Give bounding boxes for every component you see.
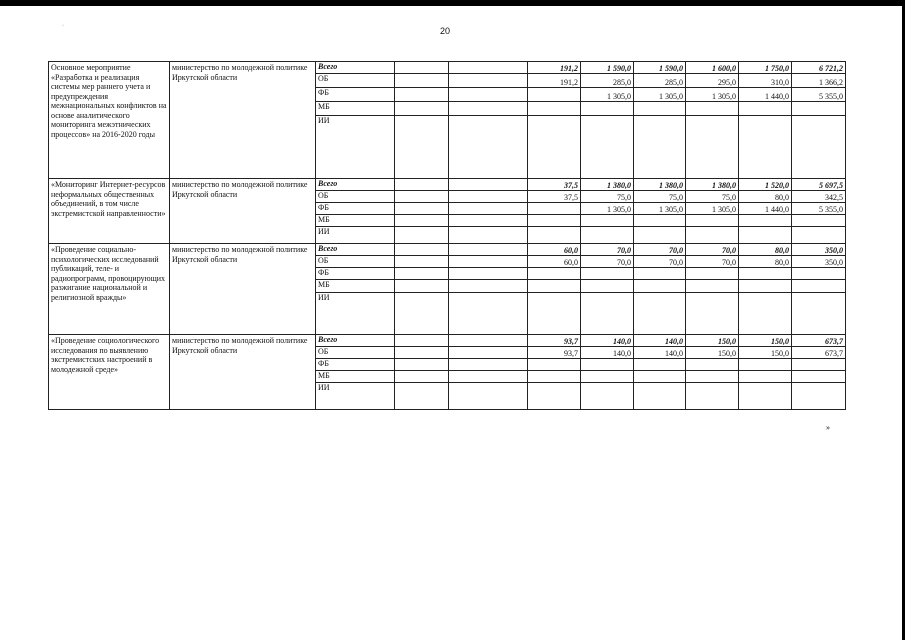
amount-cell: 60,0: [528, 244, 581, 256]
blank-cell: [449, 227, 528, 244]
amount-cell: 70,0: [581, 256, 634, 268]
amount-cell: 285,0: [581, 74, 634, 88]
amount-cell: [739, 280, 792, 293]
amount-cell: [634, 102, 686, 116]
blank-cell: [395, 102, 449, 116]
amount-cell: [634, 215, 686, 227]
funding-source: ФБ: [316, 203, 395, 215]
scan-mark: ·: [62, 23, 64, 29]
amount-cell: [686, 268, 739, 280]
amount-cell: [528, 359, 581, 371]
funding-source: ФБ: [316, 359, 395, 371]
amount-cell: [686, 116, 739, 179]
blank-cell: [449, 371, 528, 383]
amount-cell: [528, 383, 581, 410]
amount-cell: [739, 293, 792, 335]
amount-cell: 80,0: [739, 191, 792, 203]
funding-source: ОБ: [316, 191, 395, 203]
amount-cell: 75,0: [634, 191, 686, 203]
amount-cell: [581, 359, 634, 371]
blank-cell: [449, 179, 528, 191]
funding-source: Всего: [316, 179, 395, 191]
scan-edge-top: [0, 0, 905, 6]
amount-cell: [528, 215, 581, 227]
amount-cell: 150,0: [739, 335, 792, 347]
amount-cell: 673,7: [792, 335, 846, 347]
amount-cell: [686, 227, 739, 244]
activity-description: «Проведение социально-психологических исследований публикаций, теле- и радиопрограмм, провоцирующих разжигание национальной и религиозной вражды»: [49, 244, 170, 335]
amount-cell: [581, 268, 634, 280]
executor: министерство по молодежной политике Иркутской области: [170, 62, 316, 179]
amount-cell: 1 380,0: [686, 179, 739, 191]
funding-row: [49, 244, 846, 256]
amount-cell: 191,2: [528, 74, 581, 88]
amount-cell: [581, 383, 634, 410]
budget-table: [48, 61, 846, 410]
amount-cell: 5 355,0: [792, 88, 846, 102]
funding-source: Всего: [316, 62, 395, 74]
amount-cell: 6 721,2: [792, 62, 846, 74]
executor: министерство по молодежной политике Иркутской области: [170, 179, 316, 244]
amount-cell: 1 750,0: [739, 62, 792, 74]
blank-cell: [449, 244, 528, 256]
blank-cell: [449, 293, 528, 335]
amount-cell: 1 305,0: [634, 203, 686, 215]
amount-cell: [581, 215, 634, 227]
amount-cell: [686, 359, 739, 371]
blank-cell: [395, 62, 449, 74]
amount-cell: 37,5: [528, 191, 581, 203]
amount-cell: 673,7: [792, 347, 846, 359]
amount-cell: [686, 280, 739, 293]
blank-cell: [395, 335, 449, 347]
blank-cell: [449, 88, 528, 102]
amount-cell: [739, 215, 792, 227]
amount-cell: [528, 88, 581, 102]
amount-cell: 70,0: [686, 256, 739, 268]
blank-cell: [449, 280, 528, 293]
amount-cell: [792, 359, 846, 371]
blank-cell: [449, 116, 528, 179]
blank-cell: [395, 244, 449, 256]
blank-cell: [449, 335, 528, 347]
amount-cell: 1 440,0: [739, 203, 792, 215]
blank-cell: [449, 215, 528, 227]
amount-cell: 1 590,0: [581, 62, 634, 74]
amount-cell: [686, 102, 739, 116]
blank-cell: [395, 179, 449, 191]
blank-cell: [395, 74, 449, 88]
blank-cell: [395, 116, 449, 179]
amount-cell: 1 440,0: [739, 88, 792, 102]
amount-cell: [792, 102, 846, 116]
blank-cell: [395, 347, 449, 359]
page-number: 20: [440, 26, 451, 36]
amount-cell: 140,0: [634, 347, 686, 359]
amount-cell: 285,0: [634, 74, 686, 88]
funding-source: МБ: [316, 280, 395, 293]
amount-cell: [739, 116, 792, 179]
blank-cell: [395, 293, 449, 335]
amount-cell: 150,0: [686, 335, 739, 347]
amount-cell: 1 520,0: [739, 179, 792, 191]
blank-cell: [395, 371, 449, 383]
blank-cell: [395, 280, 449, 293]
funding-row: [49, 179, 846, 191]
blank-cell: [449, 74, 528, 88]
amount-cell: 342,5: [792, 191, 846, 203]
blank-cell: [449, 268, 528, 280]
blank-cell: [449, 347, 528, 359]
amount-cell: [686, 383, 739, 410]
amount-cell: 5 697,5: [792, 179, 846, 191]
amount-cell: [634, 280, 686, 293]
blank-cell: [395, 256, 449, 268]
amount-cell: 1 380,0: [581, 179, 634, 191]
amount-cell: 70,0: [686, 244, 739, 256]
funding-source: ФБ: [316, 88, 395, 102]
amount-cell: 1 305,0: [581, 203, 634, 215]
funding-source: МБ: [316, 371, 395, 383]
amount-cell: [792, 268, 846, 280]
amount-cell: [792, 371, 846, 383]
amount-cell: [581, 280, 634, 293]
amount-cell: [581, 371, 634, 383]
funding-source: ИИ: [316, 116, 395, 179]
executor: министерство по молодежной политике Иркутской области: [170, 244, 316, 335]
blank-cell: [395, 268, 449, 280]
amount-cell: [739, 227, 792, 244]
amount-cell: 140,0: [581, 335, 634, 347]
amount-cell: 37,5: [528, 179, 581, 191]
amount-cell: [792, 116, 846, 179]
amount-cell: 1 305,0: [686, 203, 739, 215]
amount-cell: 1 305,0: [634, 88, 686, 102]
amount-cell: [792, 227, 846, 244]
amount-cell: [634, 371, 686, 383]
amount-cell: [634, 359, 686, 371]
amount-cell: 1 380,0: [634, 179, 686, 191]
amount-cell: 70,0: [634, 256, 686, 268]
closing-quote: »: [826, 423, 830, 432]
amount-cell: [739, 371, 792, 383]
amount-cell: 1 305,0: [581, 88, 634, 102]
amount-cell: [686, 293, 739, 335]
amount-cell: [528, 227, 581, 244]
amount-cell: 191,2: [528, 62, 581, 74]
funding-source: Всего: [316, 244, 395, 256]
amount-cell: [739, 102, 792, 116]
blank-cell: [395, 191, 449, 203]
amount-cell: [528, 280, 581, 293]
amount-cell: [528, 371, 581, 383]
activity-description: «Проведение социологического исследования по выявлению экстремистских настроений в молодежной среде»: [49, 335, 170, 410]
funding-source: МБ: [316, 215, 395, 227]
blank-cell: [449, 256, 528, 268]
amount-cell: 5 355,0: [792, 203, 846, 215]
amount-cell: 350,0: [792, 244, 846, 256]
blank-cell: [395, 215, 449, 227]
amount-cell: [792, 215, 846, 227]
amount-cell: 75,0: [581, 191, 634, 203]
amount-cell: [581, 227, 634, 244]
amount-cell: [528, 102, 581, 116]
amount-cell: [528, 293, 581, 335]
funding-source: ИИ: [316, 227, 395, 244]
amount-cell: 80,0: [739, 244, 792, 256]
amount-cell: 93,7: [528, 335, 581, 347]
blank-cell: [395, 383, 449, 410]
amount-cell: 70,0: [581, 244, 634, 256]
amount-cell: [581, 116, 634, 179]
blank-cell: [449, 383, 528, 410]
amount-cell: 93,7: [528, 347, 581, 359]
blank-cell: [449, 62, 528, 74]
blank-cell: [449, 203, 528, 215]
blank-cell: [449, 102, 528, 116]
blank-cell: [449, 191, 528, 203]
funding-source: МБ: [316, 102, 395, 116]
blank-cell: [395, 203, 449, 215]
amount-cell: [686, 215, 739, 227]
blank-cell: [395, 359, 449, 371]
amount-cell: 140,0: [581, 347, 634, 359]
amount-cell: 1 366,2: [792, 74, 846, 88]
funding-source: ИИ: [316, 293, 395, 335]
funding-source: ОБ: [316, 347, 395, 359]
amount-cell: 1 590,0: [634, 62, 686, 74]
amount-cell: 80,0: [739, 256, 792, 268]
activity-description: «Мониторинг Интернет-ресурсов неформальных общественных объединений, в том числе экстремистской направленности»: [49, 179, 170, 244]
amount-cell: [739, 383, 792, 410]
funding-row: [49, 335, 846, 347]
activity-description: Основное мероприятие «Разработка и реализация системы мер раннего учета и предупреждения межнациональных конфликтов на основе аналитического мониторинга межэтнических процессов» на 2016-2020 годы: [49, 62, 170, 179]
amount-cell: [528, 203, 581, 215]
amount-cell: [739, 359, 792, 371]
amount-cell: [528, 268, 581, 280]
funding-row: [49, 62, 846, 74]
amount-cell: [739, 268, 792, 280]
funding-source: Всего: [316, 335, 395, 347]
amount-cell: 1 600,0: [686, 62, 739, 74]
amount-cell: [792, 293, 846, 335]
funding-source: ИИ: [316, 383, 395, 410]
amount-cell: [581, 102, 634, 116]
executor: министерство по молодежной политике Иркутской области: [170, 335, 316, 410]
amount-cell: [634, 227, 686, 244]
amount-cell: [634, 268, 686, 280]
amount-cell: 140,0: [634, 335, 686, 347]
amount-cell: 150,0: [739, 347, 792, 359]
amount-cell: 310,0: [739, 74, 792, 88]
blank-cell: [449, 359, 528, 371]
amount-cell: 350,0: [792, 256, 846, 268]
funding-source: ОБ: [316, 74, 395, 88]
amount-cell: 1 305,0: [686, 88, 739, 102]
blank-cell: [395, 227, 449, 244]
amount-cell: [792, 383, 846, 410]
amount-cell: [792, 280, 846, 293]
amount-cell: [686, 371, 739, 383]
amount-cell: [634, 383, 686, 410]
funding-source: ФБ: [316, 268, 395, 280]
amount-cell: 295,0: [686, 74, 739, 88]
amount-cell: [581, 293, 634, 335]
amount-cell: 60,0: [528, 256, 581, 268]
amount-cell: 75,0: [686, 191, 739, 203]
amount-cell: [634, 293, 686, 335]
amount-cell: 70,0: [634, 244, 686, 256]
blank-cell: [395, 88, 449, 102]
amount-cell: [634, 116, 686, 179]
amount-cell: 150,0: [686, 347, 739, 359]
amount-cell: [528, 116, 581, 179]
funding-source: ОБ: [316, 256, 395, 268]
